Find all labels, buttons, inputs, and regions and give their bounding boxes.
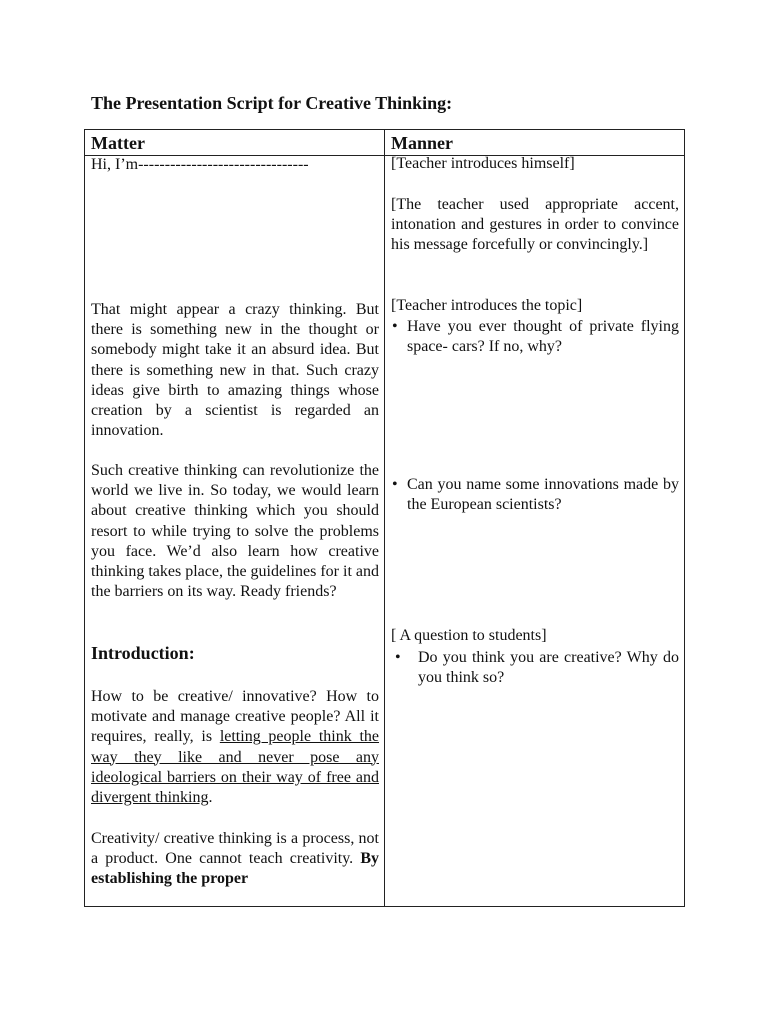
bullet-innovations	[391, 475, 679, 515]
note-question-to-students: [ A question to students]	[391, 627, 547, 644]
bullet-dot-icon: •	[392, 476, 398, 493]
bullet-innovations-text: Can you name some innovations made by the European scientists?	[407, 476, 679, 514]
creativity-paragraph	[91, 829, 379, 890]
note-introduces-topic: [Teacher introduces the topic]	[391, 297, 583, 314]
column-divider	[384, 130, 385, 906]
crazy-thinking-paragraph: That might appear a crazy thinking. But there is something new in the thought or somebody might take it an absurd idea. But there is something new in that. Such crazy ideas give birth to amazing things whose creation by a scientist is regarded an innovation.	[91, 301, 379, 440]
greeting-line: Hi, I’m--------------------------------	[91, 156, 309, 173]
bullet-creative-text: Do you think you are creative? Why do you think so?	[418, 649, 679, 687]
intro-underlined-text: letting people think the way they like and never pose any ideological barriers on their way of free and divergent thinking	[91, 728, 380, 807]
script-table	[84, 129, 685, 907]
matter-header: Matter	[91, 133, 145, 153]
note-introduces-himself: [Teacher introduces himself]	[391, 155, 575, 172]
note-accent-gestures: [The teacher used appropriate accent, intonation and gestures in order to convince his message forcefully or convincingly.]	[391, 196, 679, 254]
document-title: The Presentation Script for Creative Thinking:	[91, 93, 453, 113]
bullet-creative	[391, 648, 679, 688]
bullet-dot-icon: •	[395, 649, 401, 666]
bullet-dot-icon: •	[392, 318, 398, 335]
intro-text-start: How to be creative/ innovative? How to motivate and manage creative people? All it requires, really, is	[91, 688, 379, 746]
introduction-paragraph	[91, 687, 379, 808]
revolution-paragraph: Such creative thinking can revolutionize the world we live in. So today, we would learn about creative thinking which you should resort to while trying to solve the problems you face. We’d also learn how creative thinking takes place, the guidelines for it and the barriers on its way. Ready friends?	[91, 462, 379, 601]
bullet-flying-cars-text: Have you ever thought of private flying space- cars? If no, why?	[407, 318, 679, 356]
bullet-flying-cars	[391, 317, 679, 357]
creativity-text-start: Creativity/ creative thinking is a process, not a product. One cannot teach creativity.	[91, 830, 379, 868]
manner-header: Manner	[391, 133, 453, 153]
intro-text-end: .	[208, 789, 213, 807]
introduction-heading: Introduction:	[91, 643, 195, 663]
creativity-bold-text: By establishing the proper	[91, 850, 379, 888]
